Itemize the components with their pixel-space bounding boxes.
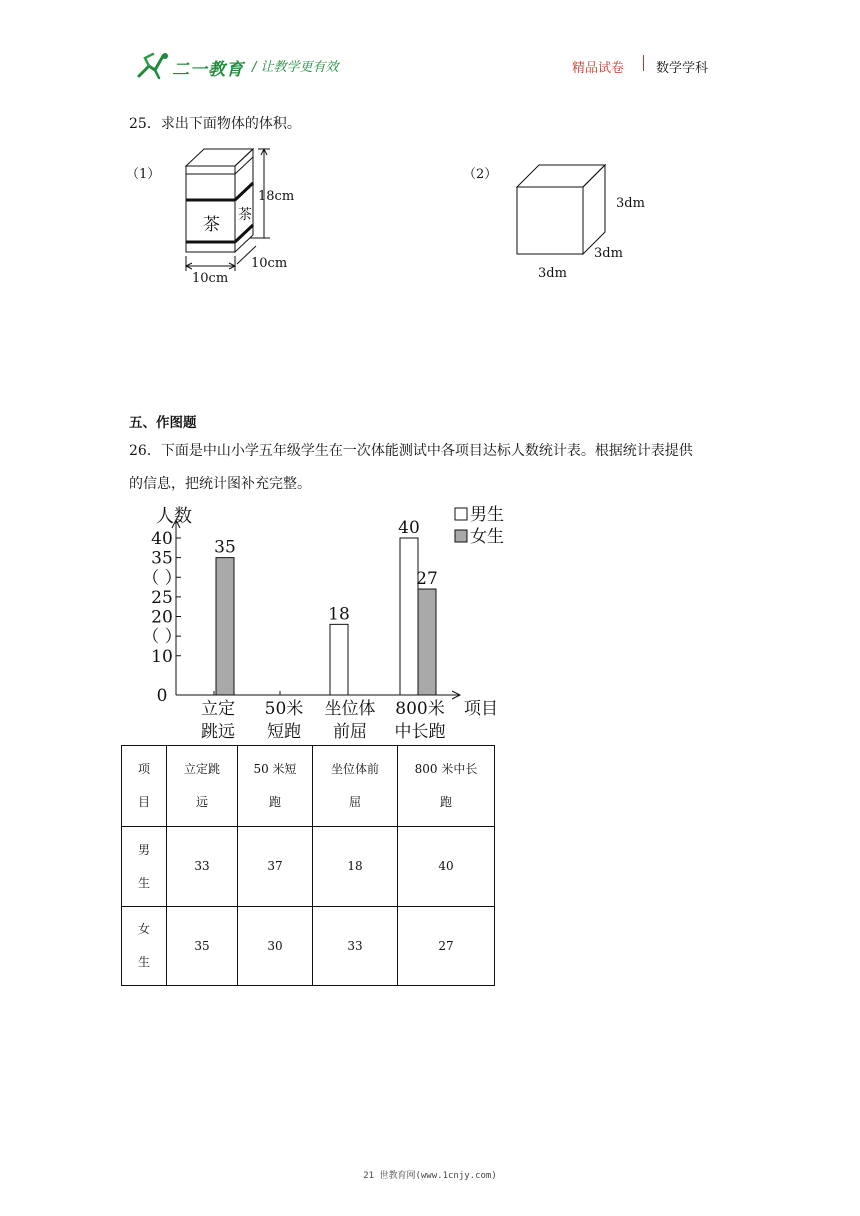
- box-top: [186, 149, 253, 166]
- bar: [418, 589, 436, 695]
- height-label: 18cm: [258, 189, 295, 204]
- table-header-cell: [313, 746, 398, 827]
- y-tick-label: 25: [151, 587, 173, 608]
- stats-table: [121, 745, 495, 986]
- y-tick-label: 35: [151, 548, 173, 569]
- legend-label: 女生: [470, 527, 504, 547]
- x-tick-label: 前屈: [333, 722, 367, 742]
- table-header-cell: [238, 746, 313, 827]
- y-tick-label: 0: [156, 686, 168, 706]
- cube-width-label: 3dm: [538, 266, 567, 281]
- brand-name: 二一教育: [172, 60, 244, 80]
- x-tick-label: 坐位体: [324, 699, 376, 719]
- header-divider: [643, 55, 644, 71]
- cell-text: 立定跳 远: [183, 762, 220, 809]
- part-2-label: （2）: [463, 167, 498, 182]
- bar: [330, 624, 348, 695]
- footer-text: 21 世教育网(www.1cnjy.com): [363, 1171, 497, 1181]
- table-cell: 37: [238, 827, 313, 907]
- x-tick-label: 短跑: [267, 722, 301, 742]
- data-label: 35: [214, 537, 236, 558]
- bar: [216, 558, 234, 695]
- part-1-label: （1）: [126, 167, 161, 182]
- table-header-cell: [167, 746, 238, 827]
- y-tick-label: 20: [151, 607, 173, 628]
- table-cell: [122, 907, 167, 986]
- bar-chart: [120, 500, 520, 745]
- table-cell: 33: [167, 827, 238, 907]
- cube-depth-label: 3dm: [594, 246, 623, 261]
- x-tick-label: 立定: [201, 699, 235, 719]
- y-tick-label: （ ）: [142, 627, 182, 648]
- cell-text: 50 米短 跑: [253, 762, 297, 809]
- x-tick-label: 800米: [395, 699, 445, 719]
- table-header-row: [122, 746, 495, 827]
- y-tick-label: （ ）: [142, 568, 182, 589]
- tea-front-label: 茶: [203, 215, 220, 235]
- y-tick-label: 40: [151, 529, 173, 549]
- x-tick-label: 跳远: [201, 722, 235, 742]
- tag-premium: 精品试卷: [572, 61, 625, 76]
- table-cell: [122, 827, 167, 907]
- bar: [400, 538, 418, 695]
- y-tick-label: 10: [151, 646, 173, 667]
- tag-subject: 数学学科: [656, 61, 709, 76]
- width-label: 10cm: [192, 271, 229, 286]
- table-row: [122, 907, 495, 986]
- section-heading: 五、作图题: [129, 415, 197, 431]
- x-axis-label: 项目: [464, 699, 498, 719]
- table-cell: 33: [313, 907, 398, 986]
- cell-text: 800 米中长 跑: [414, 762, 478, 809]
- cell-text: 女 生: [137, 922, 150, 969]
- question-26-line-2: 的信息，把统计图补充完整。: [129, 476, 311, 492]
- x-tick-label: 中长跑: [394, 722, 446, 742]
- question-26-line-1: 26．下面是中山小学五年级学生在一次体能测试中各项目达标人数统计表。根据统计表提供: [129, 443, 693, 459]
- tea-side-label: 茶: [238, 207, 252, 223]
- slogan: / 让教学更有效: [252, 60, 339, 75]
- x-tick-label: 50米: [264, 699, 304, 719]
- question-25-text: 25．求出下面物体的体积。: [129, 116, 301, 132]
- data-label: 27: [416, 569, 438, 590]
- box-front: [186, 166, 235, 252]
- table-cell: 30: [238, 907, 313, 986]
- table-cell: 27: [398, 907, 495, 986]
- table-cell: 35: [167, 907, 238, 986]
- cube-height-label: 3dm: [616, 196, 645, 211]
- table-row: [122, 827, 495, 907]
- legend-swatch: [455, 508, 467, 520]
- legend-label: 男生: [470, 505, 504, 525]
- depth-label: 10cm: [251, 256, 288, 271]
- data-label: 18: [328, 604, 350, 625]
- table-cell: 40: [398, 827, 495, 907]
- table-header-cell: [398, 746, 495, 827]
- cell-text: 项 目: [137, 762, 150, 809]
- table-header-cell: [122, 746, 167, 827]
- runner-logo-icon: [135, 50, 175, 82]
- y-axis-label: 人数: [156, 506, 192, 527]
- box-side: [235, 149, 253, 252]
- legend-swatch: [455, 530, 467, 542]
- cell-text: 男 生: [137, 842, 150, 890]
- data-label: 40: [398, 518, 420, 538]
- cell-text: 坐位体前 屈: [330, 762, 379, 809]
- table-cell: 18: [313, 827, 398, 907]
